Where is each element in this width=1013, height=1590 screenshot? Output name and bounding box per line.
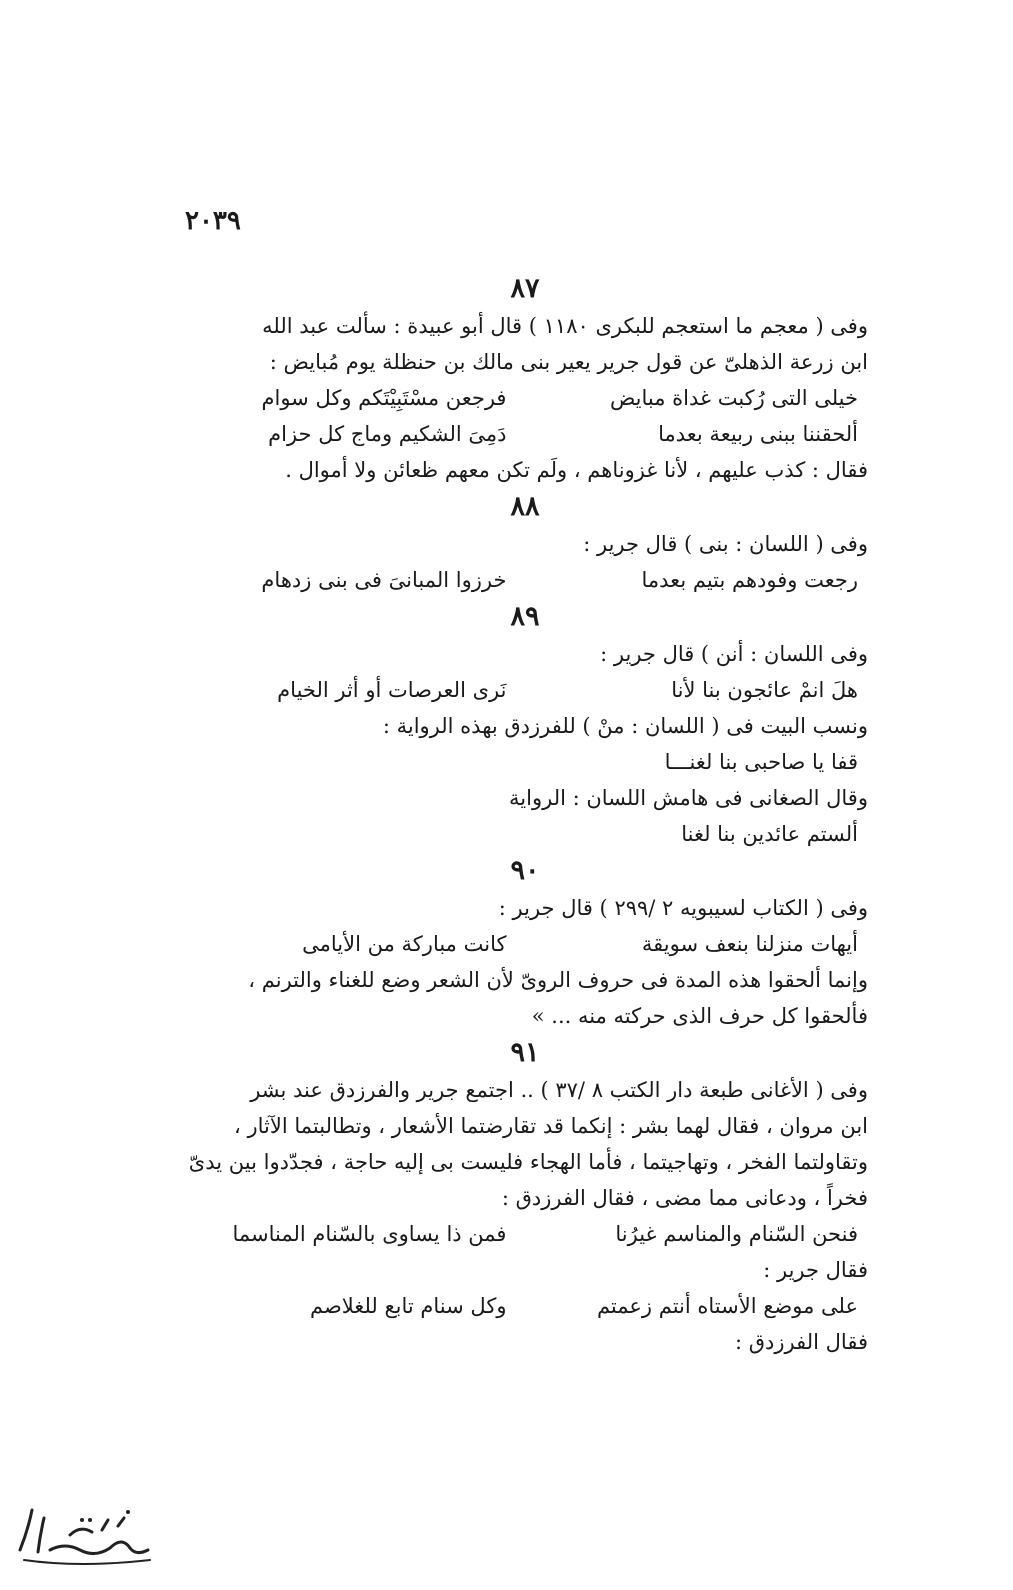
paragraph-line: فقال الفرزدق : — [735, 1330, 868, 1354]
verse-first-hemistich: أيهات منزلنا بنعف سويقة — [641, 932, 858, 956]
paragraph-line: فقال : كذب عليهم ، لأنا غزوناهم ، ولَم تكن معهم ظعائن ولا أموال . — [285, 458, 868, 482]
section-number: ٨٧ — [510, 273, 540, 304]
verse-second-hemistich: خرزوا المبانىَ فى بنى زدهام — [261, 568, 507, 592]
verse-second-hemistich: كانت مباركة من الأيامى — [302, 932, 507, 956]
verse-line — [182, 1216, 868, 1252]
paragraph-line: وفى ( معجم ما استعجم للبكرى ١١٨٠ ) قال أبو عبيدة : سألت عبد الله — [262, 314, 868, 338]
verse-fragment: قفا يا صاحبى بنا لغنـــا — [664, 750, 858, 774]
paragraph-line: ابن مروان ، فقال لهما بشر : إنكما قد تقارضتما الأشعار ، وتطالبتما الآثار ، — [234, 1114, 868, 1138]
verse-first-hemistich: فنحن السّنام والمناسم غيرُنا — [615, 1222, 858, 1246]
verse-first-hemistich: على موضع الأستاه أنتم زعمتم — [596, 1294, 858, 1318]
paragraph-line: وإنما ألحقوا هذه المدة فى حروف الروىّ لأن الشعر وضع للغناء والترنم ، — [248, 968, 868, 992]
paragraph-line: ونسب البيت فى ( اللسان : منْ ) للفرزدق بهذه الرواية : — [382, 714, 868, 738]
paragraph-line: فألحقوا كل حرف الذى حركته منه ... » — [531, 1004, 868, 1028]
verse-line — [182, 380, 868, 416]
verse-first-hemistich: ألحقننا ببنى ربيعة بعدما — [658, 422, 858, 446]
paragraph-line: وقال الصغانى فى هامش اللسان : الرواية — [509, 786, 868, 810]
paragraph-line: وتقاولتما الفخر ، وتهاجيتما ، فأما الهجاء فليست بى إليه حاجة ، فجدّدوا بين يدىّ — [188, 1150, 868, 1174]
verse-second-hemistich: فمن ذا يساوى بالسّنام المناسما — [232, 1222, 507, 1246]
verse-first-hemistich: هلَ انمْ عائجون بنا لأنا — [671, 678, 858, 702]
verse-first-hemistich: رجعت وفودهم بتيم بعدما — [641, 568, 858, 592]
paragraph-line: فقال جرير : — [763, 1258, 868, 1282]
verse-line — [182, 562, 868, 598]
paragraph-line: ابن زرعة الذهلىّ عن قول جرير يعير بنى مالك بن حنظلة يوم مُبايض : — [269, 350, 868, 374]
section-number: ٨٩ — [510, 601, 540, 632]
verse-fragment: ألستم عائدين بنا لغنا — [681, 822, 858, 846]
verse-second-hemistich: دَمِىَ الشكيم وماج كل حزام — [268, 422, 507, 446]
verse-line — [182, 672, 868, 708]
verse-second-hemistich: نَرى العرصات أو أثر الخيام — [277, 678, 507, 702]
paragraph-line: وفى ( اللسان : بنى ) قال جرير : — [583, 532, 868, 556]
verse-line — [182, 926, 868, 962]
verse-second-hemistich: وكل سنام تابع للغلاصم — [309, 1294, 507, 1318]
calligraphy-logo — [10, 1490, 160, 1580]
page-content — [182, 270, 868, 1360]
paragraph-line: فخراً ، ودعانى مما مضى ، فقال الفرزدق : — [501, 1186, 868, 1210]
verse-first-hemistich: خيلى التى رُكبت غداة مبايض — [609, 386, 858, 410]
verse-second-hemistich: فرجعن مسْتَبِيْتَكم وكل سوام — [261, 386, 507, 410]
verse-line — [182, 1288, 868, 1324]
paragraph-line: وفى اللسان : أنن ) قال جرير : — [600, 642, 868, 666]
paragraph-line: وفى ( الأغانى طبعة دار الكتب ٨ /٣٧ ) .. اجتمع جرير والفرزدق عند بشر — [250, 1078, 868, 1102]
page-number: ٢٠٣٩ — [185, 206, 241, 236]
section-number: ٩١ — [510, 1037, 540, 1068]
paragraph-line: وفى ( الكتاب لسيبويه ٢ /٢٩٩ ) قال جرير : — [498, 896, 868, 920]
section-number: ٨٨ — [510, 491, 540, 522]
section-number: ٩٠ — [510, 855, 540, 886]
verse-line — [182, 416, 868, 452]
calligraphy-logo-icon — [10, 1490, 160, 1580]
